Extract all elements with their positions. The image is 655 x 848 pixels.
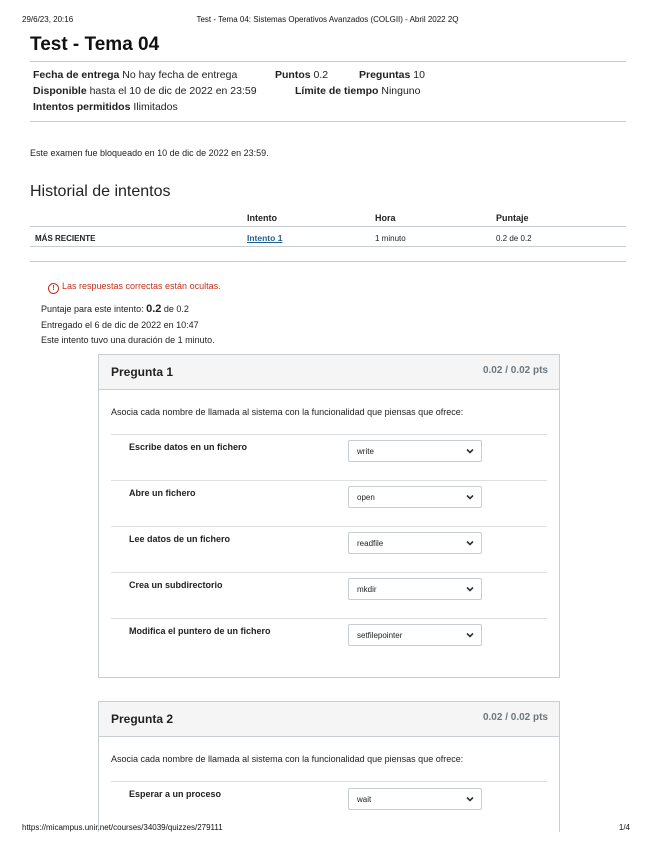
match-label: Abre un fichero bbox=[129, 488, 196, 498]
history-row-time: 1 minuto bbox=[375, 234, 406, 243]
chevron-down-icon bbox=[465, 492, 475, 502]
points: Puntos 0.2 bbox=[275, 69, 329, 81]
question-2-title: Pregunta 2 bbox=[111, 712, 174, 726]
match-select[interactable]: mkdir bbox=[348, 578, 482, 600]
match-divider bbox=[111, 434, 547, 435]
match-select[interactable]: write bbox=[348, 440, 482, 462]
history-col-time: Hora bbox=[375, 213, 396, 223]
chevron-down-icon bbox=[465, 794, 475, 804]
question-1-prompt: Asocia cada nombre de llamada al sistema con la funcionalidad que piensas que ofrece: bbox=[111, 407, 464, 417]
question-1-points: 0.02 / 0.02 pts bbox=[482, 365, 548, 376]
print-footer-url: https://micampus.unir.net/courses/34039/quizzes/279111 bbox=[22, 823, 223, 832]
question-2-card bbox=[98, 701, 560, 832]
history-col-score: Puntaje bbox=[496, 213, 529, 223]
history-col-attempt: Intento bbox=[247, 213, 277, 223]
available-until: Disponible hasta el 10 de dic de 2022 en 23:59 bbox=[33, 85, 257, 97]
match-divider bbox=[111, 618, 547, 619]
match-label: Modifica el puntero de un fichero bbox=[129, 626, 271, 636]
match-select[interactable]: setfilepointer bbox=[348, 624, 482, 646]
attempt-1-link[interactable]: Intento 1 bbox=[247, 233, 283, 243]
question-1-header bbox=[99, 355, 559, 390]
attempt-score: Puntaje para este intento: 0.2 de 0.2 bbox=[41, 303, 189, 315]
attempts-allowed: Intentos permitidos Ilimitados bbox=[33, 101, 178, 113]
lock-notice: Este examen fue bloqueado en 10 de dic de 2022 en 23:59. bbox=[30, 148, 269, 158]
question-2-prompt: Asocia cada nombre de llamada al sistema con la funcionalidad que piensas que ofrece: bbox=[111, 754, 464, 764]
history-row-label: MÁS RECIENTE bbox=[35, 234, 96, 243]
match-label: Crea un subdirectorio bbox=[129, 580, 223, 590]
history-row-divider bbox=[30, 246, 626, 247]
match-divider bbox=[111, 480, 547, 481]
question-2-points: 0.02 / 0.02 pts bbox=[482, 712, 548, 723]
chevron-down-icon bbox=[465, 630, 475, 640]
match-label: Esperar a un proceso bbox=[129, 789, 222, 799]
chevron-down-icon bbox=[465, 446, 475, 456]
due-date: Fecha de entrega No hay fecha de entrega bbox=[33, 69, 238, 81]
match-label: Escribe datos en un fichero bbox=[129, 442, 248, 452]
time-limit: Límite de tiempo Ninguno bbox=[295, 85, 421, 97]
chevron-down-icon bbox=[465, 538, 475, 548]
warning-icon: ! bbox=[48, 283, 59, 294]
match-divider bbox=[111, 572, 547, 573]
match-divider bbox=[111, 526, 547, 527]
match-select[interactable]: wait bbox=[348, 788, 482, 810]
print-footer-page: 1/4 bbox=[618, 823, 630, 832]
print-document-title: Test - Tema 04: Sistemas Operativos Avanzados (COLGII) - Abril 2022 2Q bbox=[196, 15, 459, 24]
question-1-card bbox=[98, 354, 560, 678]
history-header-divider bbox=[30, 226, 626, 227]
divider bbox=[30, 121, 626, 122]
question-1-title: Pregunta 1 bbox=[111, 365, 174, 379]
match-divider bbox=[111, 781, 547, 782]
match-select[interactable]: open bbox=[348, 486, 482, 508]
question-2-header bbox=[99, 702, 559, 737]
divider bbox=[30, 261, 626, 262]
attempt-duration: Este intento tuvo una duración de 1 minuto. bbox=[41, 335, 215, 345]
hidden-answers-warning: ! Las respuestas correctas están ocultas. bbox=[48, 281, 221, 294]
history-row-score: 0.2 de 0.2 bbox=[496, 234, 532, 243]
submitted-date: Entregado el 6 de dic de 2022 en 10:47 bbox=[41, 320, 199, 330]
print-date: 29/6/23, 20:16 bbox=[22, 15, 74, 24]
history-title: Historial de intentos bbox=[30, 183, 171, 200]
divider bbox=[30, 61, 626, 62]
chevron-down-icon bbox=[465, 584, 475, 594]
match-select[interactable]: readfile bbox=[348, 532, 482, 554]
page-title: Test - Tema 04 bbox=[30, 34, 160, 55]
match-label: Lee datos de un fichero bbox=[129, 534, 231, 544]
question-count: Preguntas 10 bbox=[359, 69, 425, 81]
